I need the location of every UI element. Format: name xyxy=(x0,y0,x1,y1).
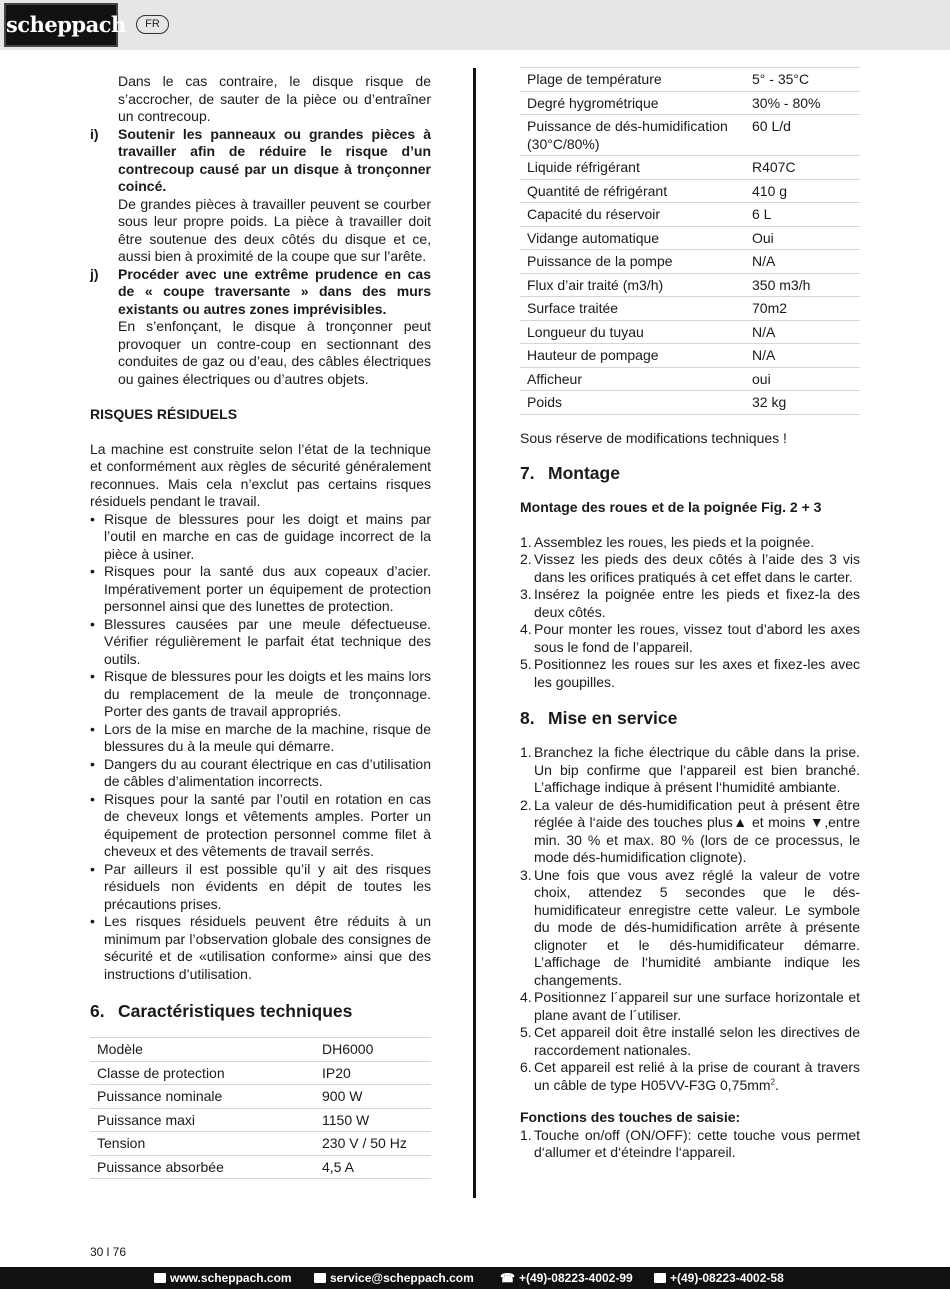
list-item: 2. La valeur de dés-humidification peut à présent être réglée à l‘aide des touches plus▲ et moins ▼,entre min. 30 % et max. 80 % (lors de ce processus, le mode dés-humidification clignote). xyxy=(520,796,860,865)
phone-icon: ☎ xyxy=(500,1271,515,1285)
list-item: • Dangers du au courant électrique en cas d’utilisation de câbles d’alimentation incorrects. xyxy=(90,755,431,789)
table-row: Puissance nominale 900 W xyxy=(90,1085,431,1109)
table-row: Hauteur de pompage N/A xyxy=(520,344,860,368)
item-i-key: i) xyxy=(90,125,99,142)
section-7-subheading: Montage des roues et de la poignée Fig. 2 + 3 xyxy=(520,499,822,515)
table-row: Afficheur oui xyxy=(520,367,860,391)
fax-number: +(49)-08223-4002-58 xyxy=(654,1267,784,1289)
list-item: • Risques pour la santé par l’outil en rotation en cas de cheveux longs et vêtements amples. Porter un équipement de protection personnel comme filet à cheveux et des vêtements de travail serrés. xyxy=(90,790,431,859)
list-item: 2. Vissez les pieds des deux côtés à l’aide des 3 vis dans les orifices pratiqués à cet effet dans le carter. xyxy=(520,551,860,585)
risks-heading: RISQUES RÉSIDUELS xyxy=(90,406,238,422)
list-item: 3. Insérez la poignée entre les pieds et fixez-la des deux côtés. xyxy=(520,586,860,620)
item-j-body: En s’enfonçant, le disque à tronçonner peut provoquer un contre-coup en sectionnant des conduites de gaz ou d’eau, des câbles électriques ou gaines électriques ou d’autres objets. xyxy=(118,318,431,387)
keys-heading: Fonctions des touches de saisie: xyxy=(520,1109,741,1125)
list-item: 1. Touche on/off (ON/OFF): cette touche vous permet d‘allumer et d‘éteindre l‘appareil. xyxy=(520,1126,860,1160)
list-item: • Risque de blessures pour les doigt et mains par l’outil en marche en cas de guidage incorrect de la pièce à usiner. xyxy=(90,510,431,562)
table-row: Modèle DH6000 xyxy=(90,1038,431,1062)
risks-intro: La machine est construite selon l’état de la technique et conformément aux règles de sécurité généralement reconnues. Mais cela n’exclut pas certains risques résiduels pendant le travail. xyxy=(90,440,431,509)
section-7-heading: 7. Montage xyxy=(520,463,620,483)
list-item: 5. Positionnez les roues sur les axes et fixez-les avec les goupilles. xyxy=(520,656,860,690)
list-item: 5. Cet appareil doit être installé selon les directives de raccordement nationales. xyxy=(520,1024,860,1058)
list-item: 4. Positionnez l´appareil sur une surface horizontale et plane avant de l´utiliser. xyxy=(520,989,860,1023)
fax-icon xyxy=(654,1273,666,1283)
item-i-title: Soutenir les panneaux ou grandes pièces à travailler afin de réduire le risque d’un contrecoup causé par un disque à tronçonner coincé. xyxy=(118,125,431,194)
mise-en-service-steps xyxy=(520,744,860,1094)
table-row: Puissance absorbée 4,5 A xyxy=(90,1155,431,1179)
list-item: • Blessures causées par une meule défectueuse. Vérifier régulièrement le parfait état technique des outils. xyxy=(90,615,431,667)
table-row: Plage de température 5° - 35°C xyxy=(520,68,860,92)
table-row: Puissance de la pompe N/A xyxy=(520,250,860,274)
table-row: Degré hygrométrique 30% - 80% xyxy=(520,91,860,115)
table-row: Longueur du tuyau N/A xyxy=(520,320,860,344)
email-link[interactable]: service@scheppach.com xyxy=(314,1267,474,1289)
spec-table-right xyxy=(520,67,860,415)
section-8-heading: 8. Mise en service xyxy=(520,708,678,728)
table-row: Flux d’air traité (m3/h) 350 m3/h xyxy=(520,273,860,297)
list-item: • Risque de blessures pour les doigts et les mains lors du remplacement de la meule de tronçonnage. Porter des gants de travail appropriés. xyxy=(90,668,431,719)
right-column xyxy=(520,67,860,1162)
spec-table-left xyxy=(90,1037,431,1179)
page-number: 30 l 76 xyxy=(90,1245,127,1259)
list-item: 3. Une fois que vous avez réglé la valeur de votre choix, attendez 5 secondes que le dés-humidificateur enregistre cette valeur. Le symbole du mode de dés-humidification arrête à présente clignoter et le dés-humidificateur démarre. L’affichage de l‘humidité ambiante indique les changements. xyxy=(520,866,860,988)
table-row: Tension 230 V / 50 Hz xyxy=(90,1132,431,1156)
header-bar xyxy=(0,0,950,50)
left-column xyxy=(90,73,431,1179)
section-6-heading: 6. Caractéristiques techniques xyxy=(90,1001,353,1021)
table-row: Surface traitée 70m2 xyxy=(520,297,860,321)
brand-logo: scheppach xyxy=(4,3,118,47)
risks-list xyxy=(90,511,431,984)
language-badge: FR xyxy=(136,15,169,34)
item-j xyxy=(90,266,431,389)
list-item: • Lors de la mise en marche de la machine, risque de blessures du à la meule qui démarre. xyxy=(90,720,431,754)
item-i-body: De grandes pièces à travailler peuvent se courber sous leur propre poids. La pièce à travailler doit être soutenue des deux côtés du disque et ce, aussi bien à proximité de la coupe que sur l’arête. xyxy=(118,195,431,264)
table-row: Puissance de dés-humidification (30°C/80%) 60 L/d xyxy=(520,115,860,156)
intro-continued: Dans le cas contraire, le disque risque de s’accrocher, de sauter de la pièce ou d’entraîner un contrecoup. xyxy=(118,73,431,124)
mail-icon xyxy=(314,1273,326,1283)
computer-icon xyxy=(154,1273,166,1283)
item-j-key: j) xyxy=(90,265,99,282)
reserve-note: Sous réserve de modifications techniques ! xyxy=(520,429,787,446)
list-item: 1. Branchez la fiche électrique du câble dans la prise. Un bip confirme que l‘appareil est bien branché. L’affichage indique à présent l‘humidité ambiante. xyxy=(520,744,860,795)
list-item: • Les risques résiduels peuvent être réduits à un minimum par l’observation globale des consignes de sécurité et de «utilisation conforme» ainsi que des instructions d’utilisation. xyxy=(90,913,431,982)
table-row: Vidange automatique Oui xyxy=(520,226,860,250)
website-link[interactable]: www.scheppach.com xyxy=(154,1267,292,1289)
item-j-title: Procéder avec une extrême prudence en cas de « coupe traversante » dans des murs existants ou autres zones imprévisibles. xyxy=(118,265,431,317)
table-row: Poids 32 kg xyxy=(520,391,860,415)
list-item: 6. Cet appareil est relié à la prise de courant à travers un câble de type H05VV-F3G $0,75mm^2$. xyxy=(520,1059,860,1093)
footer-bar xyxy=(0,1267,950,1289)
column-divider xyxy=(473,68,476,1198)
table-row: Quantité de réfrigérant 410 g xyxy=(520,179,860,203)
list-item: • Par ailleurs il est possible qu’il y ait des risques résiduels non évidents en dépit de toutes les précautions prises. xyxy=(90,860,431,912)
phone-number: ☎ +(49)-08223-4002-99 xyxy=(500,1267,633,1289)
item-i xyxy=(90,126,431,266)
table-row: Liquide réfrigérant R407C xyxy=(520,156,860,180)
table-row: Classe de protection IP20 xyxy=(90,1061,431,1085)
montage-steps xyxy=(520,534,860,692)
list-item: • Risques pour la santé dus aux copeaux d’acier. Impérativement porter un équipement de protection personnel ainsi que des lunettes de protection. xyxy=(90,563,431,614)
list-item: 4. Pour monter les roues, vissez tout d’abord les axes sous le fond de l’appareil. xyxy=(520,621,860,655)
keys-steps xyxy=(520,1127,860,1162)
table-row: Capacité du réservoir 6 L xyxy=(520,203,860,227)
list-item: 1. Assemblez les roues, les pieds et la poignée. xyxy=(520,533,815,550)
table-row: Puissance maxi 1150 W xyxy=(90,1108,431,1132)
